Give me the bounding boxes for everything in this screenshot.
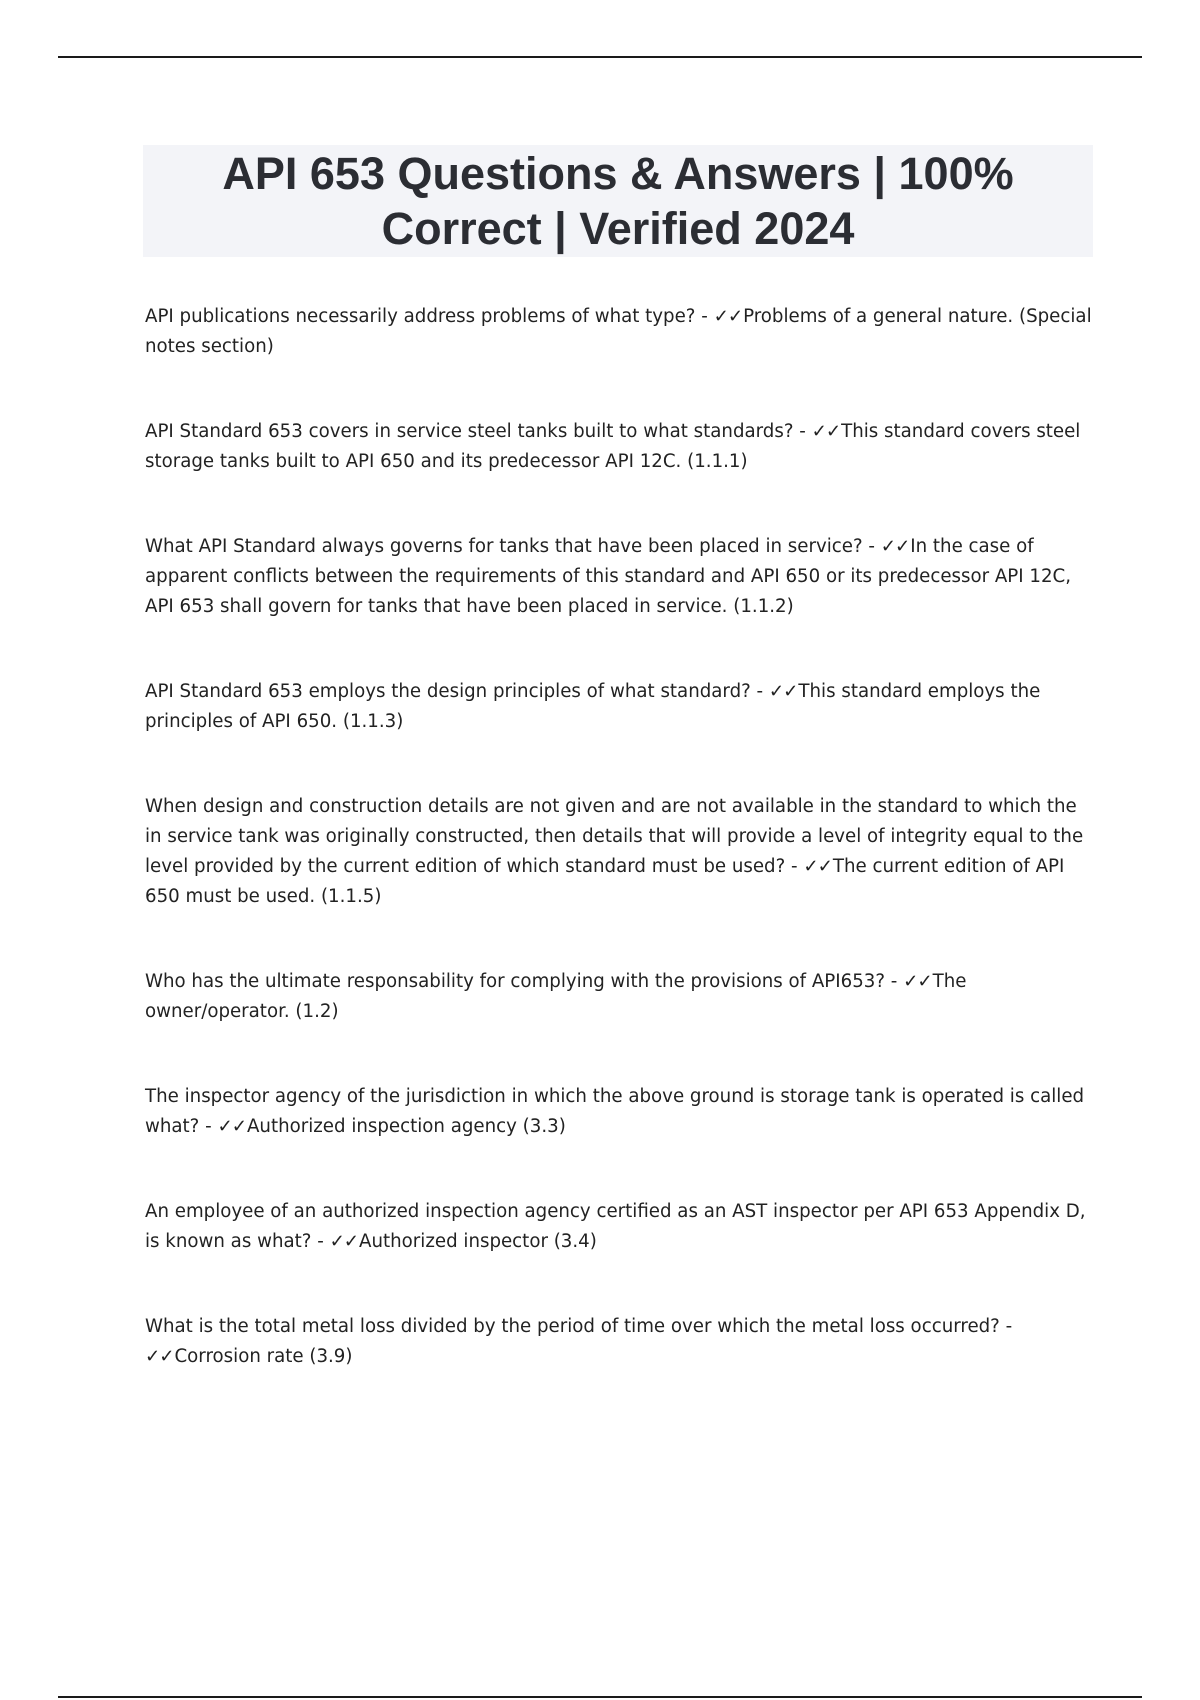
- qa-separator: -: [785, 856, 804, 877]
- qa-separator: -: [862, 536, 881, 557]
- answer-text: Corrosion rate (3.9): [174, 1346, 353, 1367]
- question-text: API Standard 653 employs the design principles of what standard?: [145, 681, 751, 702]
- qa-item: [145, 302, 1095, 362]
- question-text: An employee of an authorized inspection agency certified as an AST inspector per API 653 Appendix D, is known as what?: [145, 1201, 1086, 1252]
- question-text: Who has the ultimate responsability for complying with the provisions of API653?: [145, 971, 886, 992]
- qa-item: [145, 532, 1095, 622]
- qa-item: [145, 1197, 1095, 1257]
- qa-separator: -: [885, 971, 904, 992]
- qa-separator: -: [999, 1316, 1013, 1337]
- qa-separator: -: [793, 421, 812, 442]
- double-check-icon: ✓✓: [803, 856, 832, 877]
- qa-item: [145, 417, 1095, 477]
- answer-text: This standard employs the principles of API 650. (1.1.3): [145, 681, 1041, 732]
- double-check-icon: ✓✓: [811, 421, 841, 442]
- answer-text: Problems of a general nature. (Special notes section): [145, 306, 1092, 357]
- answer-text: The current edition of API 650 must be used. (1.1.5): [145, 856, 1065, 907]
- answer-text: This standard covers steel storage tanks built to API 650 and its predecessor API 12C. (1.1.1): [145, 421, 1081, 472]
- double-check-icon: ✓✓: [768, 681, 798, 702]
- qa-separator: -: [311, 1231, 330, 1252]
- question-text: API Standard 653 covers in service steel tanks built to what standards?: [145, 421, 794, 442]
- question-text: When design and construction details are not given and are not available in the standard to which the in service tank was originally constructed, then details that will provide a level of integrity equal to the level provided by the current edition of which standard must be used?: [145, 796, 1084, 877]
- question-text: What API Standard always governs for tanks that have been placed in service?: [145, 536, 863, 557]
- question-text: What is the total metal loss divided by the period of time over which the metal loss occurred?: [145, 1316, 1000, 1337]
- double-check-icon: ✓✓: [880, 536, 910, 557]
- answer-text: In the case of apparent conflicts between the requirements of this standard and API 650 or its predecessor API 12C, API 653 shall govern for tanks that have been placed in service. (1.1.2): [145, 536, 1072, 617]
- answer-text: The owner/operator. (1.2): [145, 971, 967, 1022]
- top-rule: [58, 56, 1142, 58]
- page-title: API 653 Questions & Answers | 100% Correct | Verified 2024: [222, 148, 1014, 254]
- double-check-icon: ✓✓: [329, 1231, 359, 1252]
- double-check-icon: ✓✓: [217, 1116, 246, 1137]
- qa-separator: -: [199, 1116, 218, 1137]
- qa-item: [145, 677, 1095, 737]
- question-text: The inspector agency of the jurisdiction in which the above ground is storage tank is operated is called what?: [145, 1086, 1085, 1137]
- title-band: [143, 145, 1093, 257]
- qa-separator: -: [750, 681, 769, 702]
- question-text: API publications necessarily address problems of what type?: [145, 306, 696, 327]
- qa-list: [145, 302, 1095, 1372]
- answer-text: Authorized inspector (3.4): [359, 1231, 597, 1252]
- qa-item: [145, 967, 1095, 1027]
- double-check-icon: ✓✓: [713, 306, 743, 327]
- double-check-icon: ✓✓: [145, 1346, 174, 1367]
- qa-item: [145, 1082, 1095, 1142]
- qa-item: [145, 792, 1095, 912]
- qa-item: [145, 1312, 1095, 1372]
- answer-text: Authorized inspection agency (3.3): [246, 1116, 566, 1137]
- double-check-icon: ✓✓: [903, 971, 932, 992]
- bottom-rule: [58, 1696, 1142, 1698]
- qa-separator: -: [695, 306, 714, 327]
